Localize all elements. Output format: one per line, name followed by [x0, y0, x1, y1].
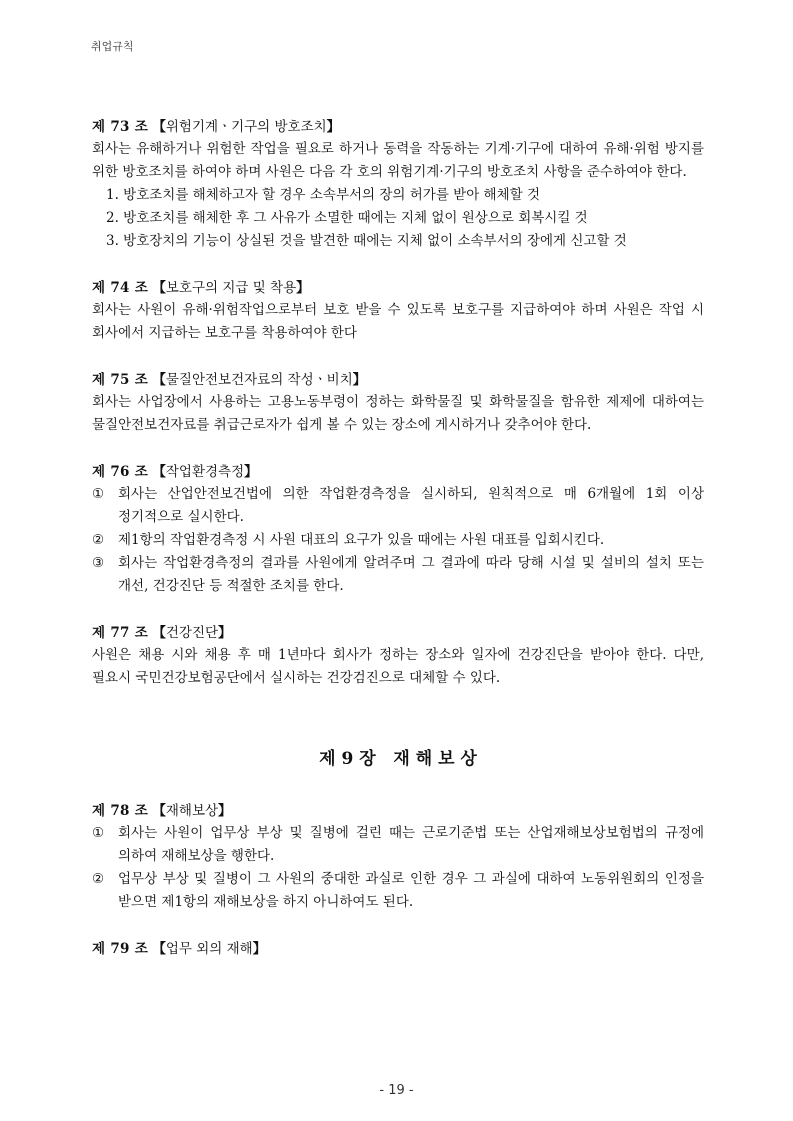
article-73 — [92, 116, 704, 253]
bracket-close: 】 — [352, 372, 367, 388]
article-body: 사원은 채용 시와 채용 후 매 1년마다 회사가 정하는 장소와 일자에 건강진단을 받아야 한다. 다만, 필요시 국민건강보험공단에서 실시하는 건강검진으로 대체할 수 있다. — [92, 647, 704, 686]
list-item: 3. 방호장치의 기능이 상실된 것을 발견한 때에는 지체 없이 소속부서의 장에게 신고할 것 — [106, 233, 627, 249]
clause-marker: ② — [92, 532, 105, 548]
article-name: 물질안전보건자료의 작성ㆍ비치 — [165, 372, 353, 388]
list-item: 2. 방호조치를 해체한 후 그 사유가 소멸한 때에는 지체 없이 원상으로 회복시킬 것 — [106, 210, 588, 226]
article-79 — [92, 938, 704, 960]
clause-text: 업무상 부상 및 질병이 그 사원의 중대한 과실로 인한 경우 그 과실에 대하여 노동위원회의 인정을 받으면 제1항의 재해보상을 하지 아니하여도 된다. — [118, 871, 704, 910]
bracket-open: 【 — [152, 803, 166, 819]
article-name: 건강진단 — [165, 625, 219, 641]
article-title — [92, 461, 704, 483]
article-title — [92, 369, 704, 391]
clause-text: 회사는 사원이 업무상 부상 및 질병에 걸린 때는 근로기준법 또는 산업재해보상보험법의 규정에 의하여 재해보상을 행한다. — [118, 825, 704, 864]
article-74 — [92, 277, 704, 345]
bracket-close: 】 — [218, 803, 232, 819]
bracket-open: 【 — [152, 372, 166, 388]
document-header: 취업규칙 — [91, 40, 134, 53]
article-title — [92, 277, 704, 299]
article-title — [92, 622, 704, 644]
page-number: - 19 - — [379, 1083, 414, 1098]
bracket-close: 】 — [244, 464, 258, 480]
article-title — [92, 800, 704, 822]
article-number: 제 73 조 — [92, 119, 149, 135]
document-body — [92, 116, 704, 984]
bracket-open: 【 — [152, 119, 166, 135]
article-number: 제 74 조 — [92, 280, 149, 296]
article-body: 회사는 사업장에서 사용하는 고용노동부령이 정하는 화학물질 및 화학물질을 함유한 제제에 대하여는 물질안전보건자료를 취급근로자가 쉽게 볼 수 있는 장소에 게시하거나 갖추어야 한다. — [92, 394, 704, 433]
clause-text: 회사는 작업환경측정의 결과를 사원에게 알려주며 그 결과에 따라 당해 시설 및 설비의 설치 또는 개선, 건강진단 등 적절한 조치를 한다. — [118, 555, 704, 594]
numbered-clause — [92, 483, 704, 529]
clause-text: 회사는 산업안전보건법에 의한 작업환경측정을 실시하되, 원칙적으로 매 6개월에 1회 이상 정기적으로 실시한다. — [118, 486, 704, 525]
clause-text: 제1항의 작업환경측정 시 사원 대표의 요구가 있을 때에는 사원 대표를 입회시킨다. — [118, 532, 605, 548]
article-name: 위험기계ㆍ기구의 방호조치 — [165, 119, 327, 135]
chapter-heading: 제 9 장 재 해 보 상 — [319, 749, 477, 769]
numbered-clause — [92, 868, 704, 914]
article-76 — [92, 461, 704, 598]
article-78 — [92, 800, 704, 914]
numbered-clause — [92, 822, 704, 868]
article-77 — [92, 622, 704, 690]
bracket-close: 】 — [252, 941, 267, 957]
bracket-open: 【 — [152, 464, 166, 480]
article-number: 제 79 조 — [92, 941, 149, 957]
article-title — [92, 116, 704, 138]
clause-marker: ② — [92, 871, 105, 887]
clause-marker: ③ — [92, 555, 105, 571]
bracket-open: 【 — [152, 625, 166, 641]
bracket-close: 】 — [218, 625, 232, 641]
article-name: 업무 외의 재해 — [165, 941, 253, 957]
article-number: 제 75 조 — [92, 372, 149, 388]
bracket-close: 】 — [326, 119, 341, 135]
article-name: 작업환경측정 — [165, 464, 245, 480]
article-body: 회사는 사원이 유해·위험작업으로부터 보호 받을 수 있도록 보호구를 지급하여야 하며 사원은 작업 시 회사에서 지급하는 보호구를 착용하여야 한다 — [92, 302, 704, 341]
bracket-open: 【 — [152, 280, 166, 296]
article-body: 회사는 유해하거나 위험한 작업을 필요로 하거나 동력을 작동하는 기계·기구에 대하여 유해·위험 방지를 위한 방호조치를 하여야 하며 사원은 다음 각 호의 위험기계·기구의 방호조치 사항을 준수하여야 한다. — [92, 141, 704, 180]
article-number: 제 76 조 — [92, 464, 149, 480]
bracket-open: 【 — [152, 941, 166, 957]
article-number: 제 77 조 — [92, 625, 149, 641]
list-item: 1. 방호조치를 해체하고자 할 경우 소속부서의 장의 허가를 받아 해체할 것 — [106, 187, 540, 203]
article-name: 보호구의 지급 및 착용 — [165, 280, 297, 296]
article-75 — [92, 369, 704, 437]
article-title — [92, 938, 704, 960]
clause-marker: ① — [92, 825, 105, 841]
numbered-clause — [92, 552, 704, 598]
article-number: 제 78 조 — [92, 803, 149, 819]
clause-marker: ① — [92, 486, 105, 502]
bracket-close: 】 — [296, 280, 310, 296]
article-name: 재해보상 — [165, 803, 219, 819]
numbered-clause — [92, 529, 704, 552]
